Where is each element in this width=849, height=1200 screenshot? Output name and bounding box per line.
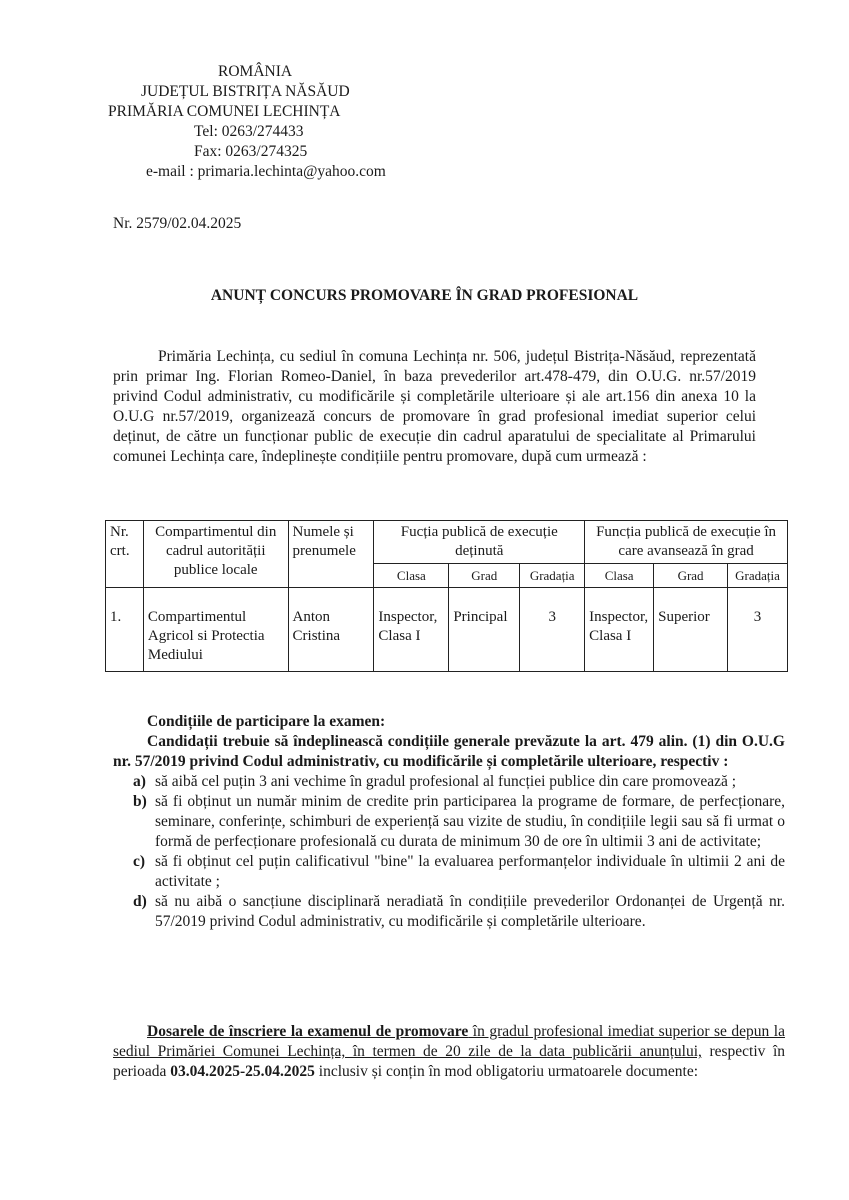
cell-current-class: Inspector, Clasa I (374, 588, 449, 672)
header-new-function: Funcția publică de execuție în care avansează în grad (585, 521, 788, 564)
promotion-table (105, 520, 788, 672)
cell-compartment: Compartimentul Agricol si Protectia Mediului (143, 588, 288, 672)
header-name: Numele și prenumele (288, 521, 374, 588)
registration-number: Nr. 2579/02.04.2025 (113, 215, 242, 232)
item-letter: b) (133, 793, 147, 810)
item-text: să fi obținut cel puțin calificativul "bine" la evaluarea performanțelor individuale în ultimii 2 ani de activitate ; (155, 853, 785, 890)
conditions-list (113, 772, 785, 932)
item-letter: a) (133, 773, 146, 790)
dossier-lead: Dosarele de înscriere la examenul de promovare (147, 1023, 469, 1040)
dossier-section (113, 1022, 785, 1082)
subheader-current-class: Clasa (374, 564, 449, 588)
intro-paragraph: Primăria Lechința, cu sediul în comuna Lechința nr. 506, județul Bistrița-Năsăud, reprezentată prin primar Ing. Florian Romeo-Daniel, în baza prevederilor art.478-479, din O.U.G. nr.57/2019 privind Codul administrativ, cu modificările și completările ulterioare și ale art.156 din anexa 10 la O.U.G nr.57/2019, organizează concurs de promovare în grad profesional imediat superior celui deținut, de către un funcționar public de execuție din cadrul aparatului de specialitate al Primarului comunei Lechința care, îndeplinește condițiile pentru promovare, după cum urmează : (113, 348, 756, 465)
subheader-current-step: Gradația (520, 564, 585, 588)
county-line: JUDEȚUL BISTRIȚA NĂSĂUD (141, 83, 350, 100)
dossier-location: în gradul profesional imediat superior se depun la sediul Primăriei Comunei Lechința, în termen de 20 zile de la data publicării anunțului, (113, 1023, 785, 1060)
cell-current-step: 3 (520, 588, 585, 672)
list-item (113, 892, 785, 932)
list-item (113, 772, 785, 792)
cell-new-step: 3 (728, 588, 788, 672)
dossier-tail: inclusiv și conțin în mod obligatoriu urmatoarele documente: (314, 1063, 699, 1080)
cell-current-grade: Principal (449, 588, 520, 672)
conditions-section (113, 712, 785, 932)
header-compartment: Compartimentul din cadrul autorității publice locale (143, 521, 288, 588)
intro-section (113, 347, 756, 467)
cell-new-grade: Superior (654, 588, 728, 672)
conditions-subheading: Candidații trebuie să îndeplinească condițiile generale prevăzute la art. 479 alin. (1) din O.U.G nr. 57/2019 privind Codul administrativ, cu modificările și completările ulterioare, respectiv : (113, 733, 785, 770)
list-item (113, 792, 785, 852)
cell-name: Anton Cristina (288, 588, 374, 672)
document-title: ANUNȚ CONCURS PROMOVARE ÎN GRAD PROFESIONAL (210, 287, 639, 304)
item-letter: d) (133, 893, 147, 910)
list-item (113, 852, 785, 892)
header-nr: Nr. crt. (106, 521, 144, 588)
item-letter: c) (133, 853, 146, 870)
subheader-new-step: Gradația (728, 564, 788, 588)
subheader-new-class: Clasa (585, 564, 654, 588)
subheader-new-grade: Grad (654, 564, 728, 588)
dossier-period: 03.04.2025-25.04.2025 (170, 1063, 315, 1080)
institution-line: PRIMĂRIA COMUNEI LECHINȚA (108, 103, 341, 120)
item-text: să nu aibă o sancțiune disciplinară neradiată în condițiile prevederilor Ordonanței de Urgență nr. 57/2019 privind Codul administrativ, cu modificările și completările ulterioare. (155, 893, 785, 930)
table-row (106, 588, 788, 672)
email-line: e-mail : primaria.lechinta@yahoo.com (146, 163, 386, 180)
table-header-row (106, 521, 788, 564)
fax-line: Fax: 0263/274325 (194, 143, 308, 160)
dossier-paragraph (113, 1022, 785, 1082)
country-line: ROMÂNIA (218, 63, 293, 80)
item-text: să fi obținut un număr minim de credite prin participarea la programe de formare, de perfecționare, seminare, conferințe, schimburi de experiență sau vizite de studiu, în condițiile legii sau să fi urmat o formă de perfecționare profesională cu durata de minimum 30 de ore în ultimii 3 ani de activitate; (155, 793, 785, 850)
header-current-function: Fucția publică de execuție deținută (374, 521, 585, 564)
cell-nr: 1. (106, 588, 144, 672)
item-text: să aibă cel puțin 3 ani vechime în gradul profesional al funcției publice din care promovează ; (155, 773, 737, 790)
conditions-heading: Condițiile de participare la examen: (147, 713, 386, 730)
dossier-period-intro: respectiv în perioada (113, 1043, 786, 1080)
subheader-current-grade: Grad (449, 564, 520, 588)
tel-line: Tel: 0263/274433 (194, 123, 304, 140)
cell-new-class: Inspector, Clasa I (585, 588, 654, 672)
